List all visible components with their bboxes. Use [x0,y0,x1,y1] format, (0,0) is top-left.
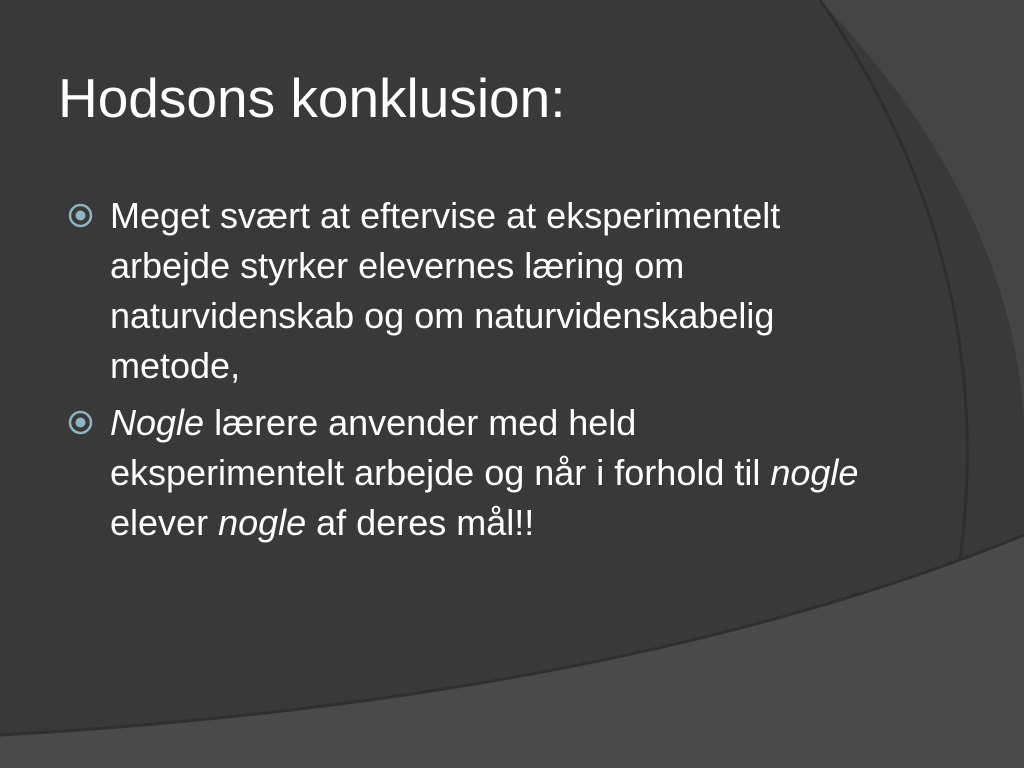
emphasis-text: Nogle [110,402,205,443]
text-segment: af deres mål!! [306,502,535,543]
emphasis-text: nogle [218,502,307,543]
target-circle-icon [68,203,93,228]
bullet-item [66,398,866,548]
bullet-text: Meget svært at eftervise at eksperimentelt arbejde styrker elevernes læring om naturvidenskab og om naturvidenskabelig metode, [110,195,781,386]
bullet-text [110,402,858,543]
background-arc-bottom [0,535,1024,768]
bullet-list [66,191,866,555]
bullet-item [66,191,866,391]
slide-title: Hodsons konklusion: [58,67,566,129]
text-segment: elever [110,502,219,543]
text-segment: lærere anvender med held eksperimentelt arbejde og når i forhold til [110,402,771,493]
emphasis-text: nogle [770,452,859,493]
target-circle-icon [68,410,93,435]
